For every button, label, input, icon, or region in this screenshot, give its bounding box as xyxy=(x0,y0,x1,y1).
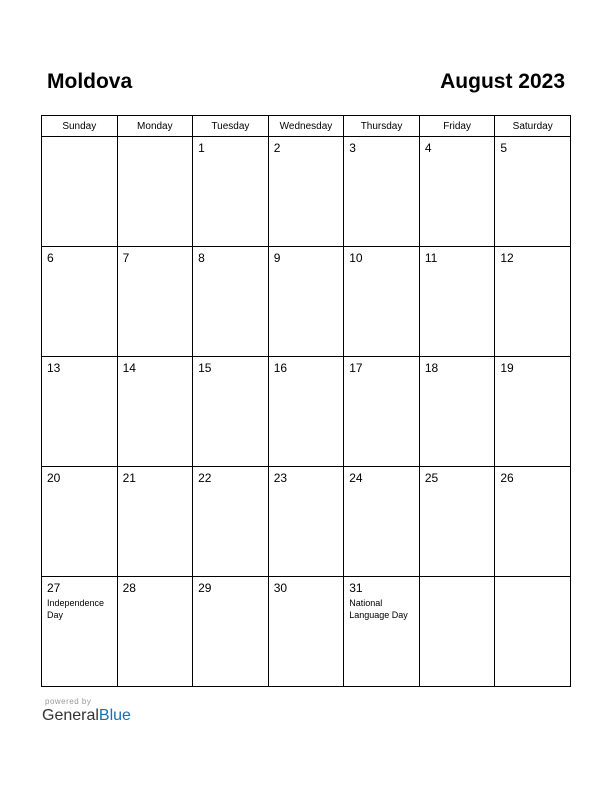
day-cell xyxy=(42,577,118,687)
day-number: 18 xyxy=(424,361,439,375)
day-number: 29 xyxy=(198,581,212,595)
day-number: 24 xyxy=(349,471,363,485)
day-number: 10 xyxy=(349,251,363,265)
day-number: 15 xyxy=(198,361,212,375)
day-cell xyxy=(344,467,420,577)
day-cell xyxy=(268,467,344,577)
day-number: 1 xyxy=(198,141,205,155)
day-number: 11 xyxy=(424,251,438,265)
day-number: 6 xyxy=(47,251,54,265)
weekday-header: Saturday xyxy=(495,116,571,137)
day-number: 8 xyxy=(198,251,205,265)
generalblue-logo[interactable] xyxy=(42,707,131,725)
day-cell xyxy=(117,577,193,687)
powered-by-label: powered by xyxy=(45,697,92,706)
day-cell xyxy=(419,247,495,357)
day-cell xyxy=(193,247,269,357)
day-number: 5 xyxy=(500,141,508,155)
day-cell xyxy=(42,247,118,357)
day-number: 27 xyxy=(47,581,61,595)
weekday-header: Monday xyxy=(117,116,193,137)
day-cell xyxy=(419,467,495,577)
month-title: August 2023 xyxy=(440,70,565,93)
day-cell xyxy=(117,137,193,247)
day-number: 22 xyxy=(198,471,212,485)
holiday-label: Independence Day xyxy=(47,598,105,620)
week-row xyxy=(42,137,571,247)
day-cell xyxy=(495,247,571,357)
day-cell xyxy=(419,137,495,247)
country-title: Moldova xyxy=(47,70,133,93)
day-cell xyxy=(344,137,420,247)
holiday-label: National Language Day xyxy=(349,598,408,620)
brand-general-text: General xyxy=(42,707,99,724)
week-row xyxy=(42,247,571,357)
weekday-header: Sunday xyxy=(42,116,118,137)
day-cell xyxy=(42,467,118,577)
day-cell xyxy=(268,577,344,687)
day-cell xyxy=(495,467,571,577)
day-cell xyxy=(495,577,571,687)
day-cell xyxy=(117,357,193,467)
brand-blue-text: Blue xyxy=(98,707,131,724)
day-number: 4 xyxy=(424,141,432,155)
day-number: 25 xyxy=(424,471,439,485)
day-number: 21 xyxy=(122,471,136,485)
weekday-header: Tuesday xyxy=(193,116,269,137)
day-cell xyxy=(495,357,571,467)
day-cell xyxy=(42,357,118,467)
day-number: 2 xyxy=(273,141,281,155)
day-number: 26 xyxy=(500,471,514,485)
calendar-grid xyxy=(41,115,571,687)
day-number: 14 xyxy=(122,361,136,375)
day-cell xyxy=(268,357,344,467)
day-number: 17 xyxy=(349,361,363,375)
day-number: 7 xyxy=(122,251,130,265)
day-cell xyxy=(344,357,420,467)
day-number: 20 xyxy=(47,471,61,485)
day-number: 28 xyxy=(122,581,136,595)
day-cell xyxy=(193,577,269,687)
week-row xyxy=(42,467,571,577)
day-cell xyxy=(117,247,193,357)
day-number: 9 xyxy=(273,251,281,265)
weekday-header: Friday xyxy=(419,116,495,137)
day-cell xyxy=(42,137,118,247)
day-cell xyxy=(344,577,420,687)
weekday-header: Thursday xyxy=(344,116,420,137)
week-row xyxy=(42,357,571,467)
footer-branding xyxy=(42,697,131,725)
day-cell xyxy=(268,137,344,247)
day-cell xyxy=(193,137,269,247)
day-number: 16 xyxy=(273,361,288,375)
day-cell xyxy=(117,467,193,577)
day-number: 12 xyxy=(500,251,514,265)
day-cell xyxy=(419,577,495,687)
day-number: 23 xyxy=(273,471,288,485)
day-cell xyxy=(344,247,420,357)
weekday-header-row xyxy=(42,116,571,137)
day-cell xyxy=(268,247,344,357)
day-cell xyxy=(193,357,269,467)
day-number: 3 xyxy=(349,141,356,155)
day-number: 31 xyxy=(349,581,363,595)
day-number: 13 xyxy=(47,361,61,375)
day-number: 19 xyxy=(500,361,514,375)
week-row xyxy=(42,577,571,687)
weekday-header: Wednesday xyxy=(268,116,344,137)
day-cell xyxy=(419,357,495,467)
day-cell xyxy=(495,137,571,247)
day-number: 30 xyxy=(273,581,288,595)
day-cell xyxy=(193,467,269,577)
